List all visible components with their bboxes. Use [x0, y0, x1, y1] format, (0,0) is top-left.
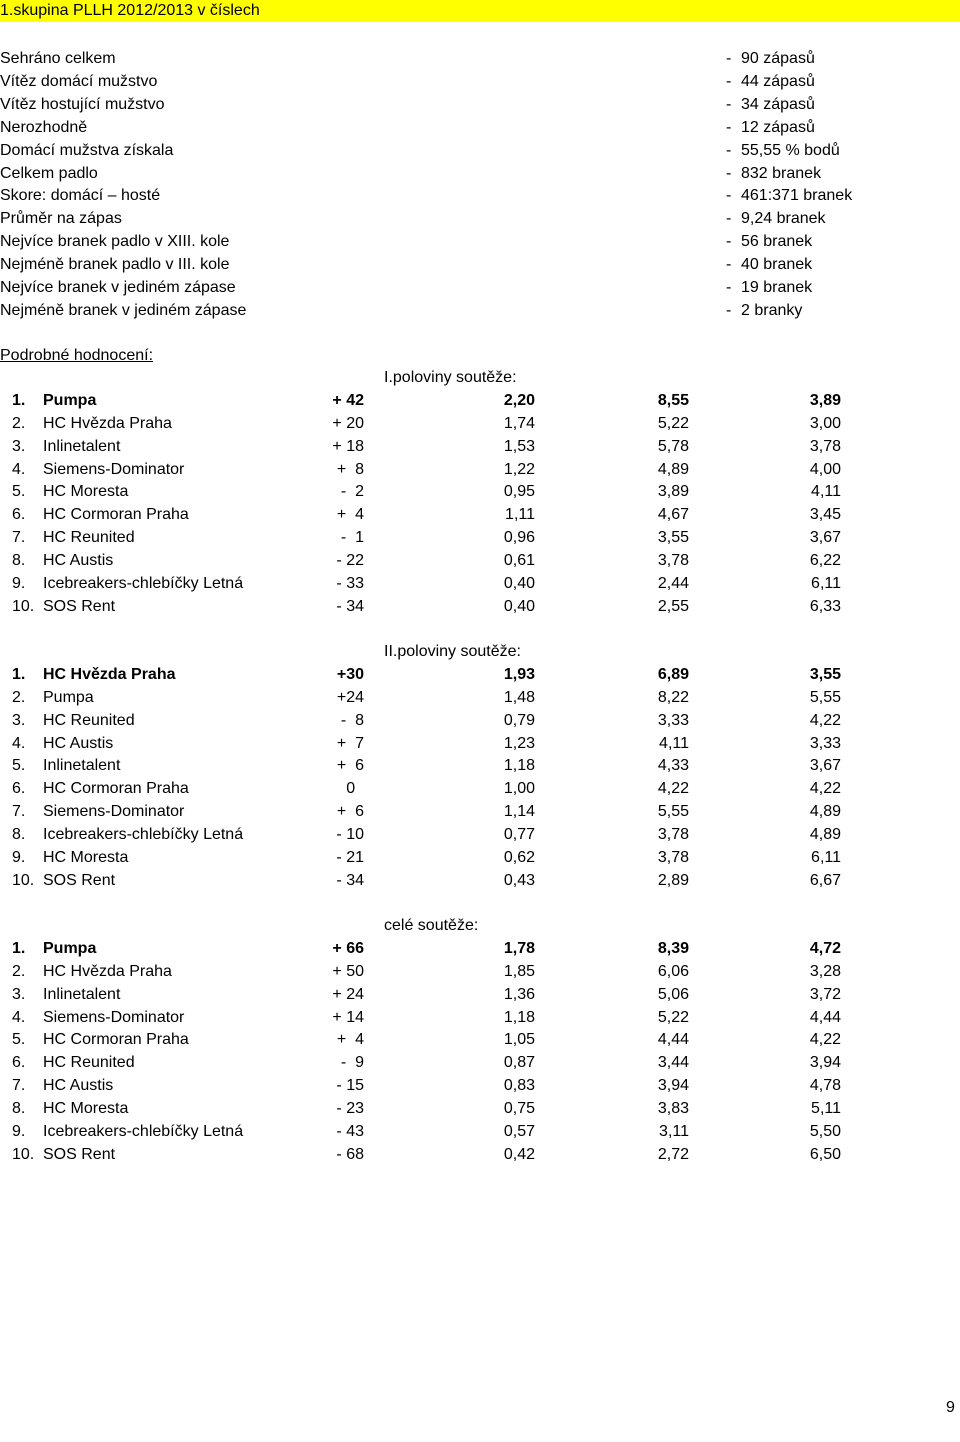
goal-difference-cell: + 14 [332, 1008, 364, 1026]
table-row [0, 937, 960, 960]
goals-for-average-cell: 4,67 [657, 506, 689, 524]
goals-against-average-cell: 3,72 [809, 985, 841, 1003]
summary-label: Vítěz domácí mužstvo [0, 72, 158, 90]
goals-for-average-cell: 2,89 [657, 871, 689, 889]
table-row [0, 709, 960, 732]
table-row [0, 435, 960, 458]
page-title: 1.skupina PLLH 2012/2013 v číslech [0, 0, 960, 22]
summary-row [0, 116, 960, 139]
goal-difference-cell: - 2 [340, 483, 364, 501]
summary-label: Nejvíce branek padlo v XIII. kole [0, 233, 230, 251]
goals-for-average-cell: 3,33 [657, 711, 689, 729]
rank-cell: 1. [12, 666, 26, 683]
rank-cell: 3. [12, 985, 26, 1003]
goals-against-average-cell: 4,89 [809, 803, 841, 821]
summary-label: Celkem padlo [0, 164, 98, 182]
summary-value: 19 branek [741, 279, 813, 296]
team-cell: HC Reunited [43, 529, 135, 547]
goal-difference-cell: + 20 [332, 414, 364, 432]
goal-difference-cell: + 4 [336, 506, 364, 524]
goals-for-average-cell: 3,89 [657, 483, 689, 501]
rank-cell: 10. [12, 597, 35, 615]
points-average-cell: 1,23 [503, 734, 535, 752]
points-average-cell: 1,11 [505, 506, 535, 524]
summary-row [0, 70, 960, 93]
section-title: I.poloviny soutěže: [384, 369, 517, 386]
points-average-cell: 0,43 [503, 871, 535, 889]
rank-cell: 6. [12, 506, 26, 524]
table-row [0, 686, 960, 709]
goals-for-average-cell: 2,55 [657, 597, 689, 615]
goals-against-average-cell: 3,67 [809, 529, 841, 547]
points-average-cell: 0,57 [503, 1122, 535, 1140]
team-cell: Siemens-Dominator [43, 1008, 185, 1026]
summary-value: 9,24 branek [741, 210, 826, 228]
goals-for-average-cell: 3,55 [657, 529, 689, 547]
points-average-cell: 1,36 [503, 985, 535, 1003]
points-average-cell: 1,48 [503, 688, 535, 706]
goals-against-average-cell: 3,94 [809, 1054, 841, 1072]
goal-difference-cell: - 1 [340, 529, 364, 547]
table-row [0, 983, 960, 1006]
team-cell: Icebreakers-chlebíčky Letná [43, 825, 244, 843]
goals-for-average-cell: 8,22 [657, 688, 689, 706]
goal-difference-cell: + 4 [336, 1031, 364, 1049]
table-row [0, 1006, 960, 1029]
goals-against-average-cell: 5,11 [811, 1099, 841, 1117]
rank-cell: 4. [12, 734, 26, 752]
points-average-cell: 0,62 [503, 848, 535, 866]
goals-for-average-cell: 3,44 [657, 1054, 689, 1072]
table-row [0, 846, 960, 869]
points-average-cell: 0,96 [503, 529, 535, 547]
summary-value: 40 branek [741, 256, 813, 274]
goals-against-average-cell: 4,89 [809, 825, 841, 843]
rank-cell: 8. [12, 825, 26, 843]
goals-for-average-cell: 6,06 [657, 962, 689, 980]
goal-difference-cell: + 50 [332, 962, 364, 980]
team-cell: HC Moresta [43, 483, 129, 501]
goals-for-average-cell: 4,89 [657, 460, 689, 478]
goal-difference-cell: - 15 [336, 1077, 364, 1095]
goals-against-average-cell: 5,55 [809, 688, 841, 706]
rank-cell: 8. [12, 551, 26, 569]
table-row [0, 732, 960, 755]
points-average-cell: 0,95 [503, 483, 535, 501]
points-average-cell: 0,61 [503, 551, 535, 569]
table-row [0, 960, 960, 983]
summary-row [0, 93, 960, 116]
summary-value: 461:371 branek [741, 187, 853, 205]
points-average-cell: 1,74 [503, 414, 535, 432]
summary-row [0, 230, 960, 253]
summary-label: Domácí mužstva získala [0, 141, 174, 159]
rank-cell: 4. [12, 1008, 26, 1026]
goals-against-average-cell: 6,11 [811, 848, 841, 866]
team-cell: HC Cormoran Praha [43, 506, 189, 524]
goals-for-average-cell: 3,78 [657, 825, 689, 843]
goals-against-average-cell: 4,22 [809, 780, 841, 798]
section-title: II.poloviny soutěže: [384, 643, 521, 660]
team-cell: Icebreakers-chlebíčky Letná [43, 1122, 244, 1140]
summary-dash: - [726, 301, 732, 319]
team-cell: HC Austis [43, 551, 114, 569]
summary-value: 44 zápasů [741, 72, 815, 90]
rank-cell: 6. [12, 780, 26, 798]
goals-for-average-cell: 4,11 [659, 734, 689, 752]
summary-dash: - [726, 210, 732, 228]
goal-difference-cell: + 42 [332, 392, 364, 409]
summary-row [0, 184, 960, 207]
goals-against-average-cell: 4,22 [809, 1031, 841, 1049]
goals-for-average-cell: 6,89 [657, 666, 689, 683]
summary-label: Nejméně branek padlo v III. kole [0, 256, 230, 274]
page-number: 9 [946, 1399, 955, 1416]
summary-dash: - [726, 279, 732, 296]
rank-cell: 9. [12, 574, 26, 592]
goals-against-average-cell: 3,55 [809, 666, 841, 683]
team-cell: SOS Rent [43, 871, 116, 889]
goals-against-average-cell: 3,89 [809, 392, 841, 409]
rank-cell: 7. [12, 1077, 26, 1095]
goal-difference-cell: +24 [336, 688, 364, 706]
goals-against-average-cell: 4,72 [809, 940, 841, 957]
goal-difference-cell: - 33 [336, 574, 364, 592]
points-average-cell: 1,53 [503, 437, 535, 455]
team-cell: HC Hvězda Praha [43, 962, 172, 980]
team-cell: Siemens-Dominator [43, 803, 185, 821]
table-row [0, 389, 960, 412]
goals-for-average-cell: 8,55 [657, 392, 689, 409]
summary-value: 12 zápasů [741, 118, 815, 136]
points-average-cell: 1,14 [503, 803, 535, 821]
summary-label: Sehráno celkem [0, 50, 116, 67]
goal-difference-cell: + 6 [336, 803, 364, 821]
goal-difference-cell: + 6 [336, 757, 364, 775]
goal-difference-cell: - 43 [336, 1122, 364, 1140]
summary-value: 832 branek [741, 164, 822, 182]
team-cell: Pumpa [43, 688, 94, 706]
points-average-cell: 1,05 [503, 1031, 535, 1049]
rank-cell: 10. [12, 1145, 35, 1163]
goals-for-average-cell: 3,78 [657, 848, 689, 866]
table-row [0, 526, 960, 549]
goal-difference-cell: + 7 [336, 734, 364, 752]
team-cell: SOS Rent [43, 597, 116, 615]
table-row [0, 480, 960, 503]
summary-dash: - [726, 72, 732, 90]
rank-cell: 7. [12, 529, 26, 547]
goals-against-average-cell: 4,00 [809, 460, 841, 478]
summary-value: 56 branek [741, 233, 813, 251]
summary-dash: - [726, 256, 732, 274]
rank-cell: 5. [12, 483, 26, 501]
summary-dash: - [726, 187, 732, 205]
rank-cell: 4. [12, 460, 26, 478]
points-average-cell: 0,42 [503, 1145, 535, 1163]
points-average-cell: 0,40 [503, 597, 535, 615]
team-cell: Icebreakers-chlebíčky Letná [43, 574, 244, 592]
points-average-cell: 1,18 [503, 757, 535, 775]
points-average-cell: 0,83 [503, 1077, 535, 1095]
rank-cell: 3. [12, 711, 26, 729]
table-row [0, 503, 960, 526]
goals-against-average-cell: 3,78 [809, 437, 841, 455]
rank-cell: 3. [12, 437, 26, 455]
summary-label: Nejvíce branek v jediném zápase [0, 279, 236, 296]
points-average-cell: 0,87 [503, 1054, 535, 1072]
goals-for-average-cell: 3,94 [657, 1077, 689, 1095]
team-cell: Siemens-Dominator [43, 460, 185, 478]
table-row [0, 595, 960, 618]
goal-difference-cell: + 66 [332, 940, 364, 957]
summary-label: Nejméně branek v jediném zápase [0, 301, 247, 319]
goal-difference-cell: - 21 [336, 848, 364, 866]
goal-difference-cell: - 34 [336, 871, 364, 889]
goals-against-average-cell: 3,28 [809, 962, 841, 980]
team-cell: Pumpa [43, 392, 97, 409]
team-cell: HC Moresta [43, 1099, 129, 1117]
goal-difference-cell: + 24 [332, 985, 364, 1003]
rank-cell: 5. [12, 1031, 26, 1049]
goals-for-average-cell: 8,39 [657, 940, 689, 957]
team-cell: Inlinetalent [43, 437, 121, 455]
goal-difference-cell: - 8 [340, 711, 364, 729]
rank-cell: 7. [12, 803, 26, 821]
goal-difference-cell: - 68 [336, 1145, 364, 1163]
summary-label: Nerozhodně [0, 118, 88, 136]
rank-cell: 2. [12, 688, 26, 706]
rank-cell: 10. [12, 871, 35, 889]
goal-difference-cell: - 10 [336, 825, 364, 843]
table-row [0, 458, 960, 481]
goals-for-average-cell: 4,22 [657, 780, 689, 798]
detail-heading: Podrobné hodnocení: [0, 347, 154, 364]
points-average-cell: 1,22 [503, 460, 535, 478]
table-row [0, 1143, 960, 1166]
table-row [0, 549, 960, 572]
summary-dash: - [726, 50, 732, 67]
rank-cell: 2. [12, 414, 26, 432]
goals-against-average-cell: 3,33 [809, 734, 841, 752]
summary-row [0, 47, 960, 70]
team-cell: Inlinetalent [43, 757, 121, 775]
goals-for-average-cell: 3,11 [659, 1122, 689, 1140]
points-average-cell: 1,00 [503, 780, 535, 798]
rank-cell: 8. [12, 1099, 26, 1117]
team-cell: HC Cormoran Praha [43, 1031, 189, 1049]
table-row [0, 823, 960, 846]
points-average-cell: 1,85 [503, 962, 535, 980]
goals-for-average-cell: 2,44 [657, 574, 689, 592]
goals-against-average-cell: 4,11 [811, 483, 841, 501]
goals-against-average-cell: 6,50 [809, 1145, 841, 1163]
team-cell: HC Moresta [43, 848, 129, 866]
team-cell: Inlinetalent [43, 985, 121, 1003]
summary-dash: - [726, 118, 732, 136]
goals-against-average-cell: 4,78 [809, 1077, 841, 1095]
points-average-cell: 1,78 [503, 940, 535, 957]
summary-row [0, 162, 960, 185]
summary-row [0, 253, 960, 276]
goal-difference-cell: + 18 [332, 437, 364, 455]
table-row [0, 1097, 960, 1120]
table-row [0, 572, 960, 595]
goals-for-average-cell: 4,44 [657, 1031, 689, 1049]
goals-against-average-cell: 3,45 [809, 506, 841, 524]
summary-dash: - [726, 95, 732, 113]
goals-against-average-cell: 5,50 [809, 1122, 841, 1140]
summary-dash: - [726, 233, 732, 251]
goals-against-average-cell: 6,22 [809, 551, 841, 569]
summary-dash: - [726, 164, 732, 182]
summary-value: 2 branky [741, 301, 803, 319]
goals-for-average-cell: 4,33 [657, 757, 689, 775]
table-row [0, 800, 960, 823]
table-row [0, 663, 960, 686]
summary-label: Skore: domácí – hosté [0, 187, 161, 205]
table-row [0, 1120, 960, 1143]
summary-label: Vítěz hostující mužstvo [0, 95, 165, 113]
team-cell: HC Hvězda Praha [43, 666, 176, 683]
rank-cell: 1. [12, 940, 26, 957]
goals-against-average-cell: 4,44 [809, 1008, 841, 1026]
goals-for-average-cell: 5,55 [657, 803, 689, 821]
section-title: celé soutěže: [384, 917, 479, 934]
points-average-cell: 1,93 [503, 666, 535, 683]
points-average-cell: 2,20 [503, 392, 535, 409]
team-cell: HC Hvězda Praha [43, 414, 172, 432]
team-cell: HC Austis [43, 1077, 114, 1095]
summary-row [0, 276, 960, 299]
table-row [0, 412, 960, 435]
team-cell: HC Austis [43, 734, 114, 752]
table-row [0, 1051, 960, 1074]
summary-value: 34 zápasů [741, 95, 815, 113]
goals-for-average-cell: 3,78 [657, 551, 689, 569]
goals-against-average-cell: 6,33 [809, 597, 841, 615]
goal-difference-cell: - 9 [340, 1054, 364, 1072]
rank-cell: 2. [12, 962, 26, 980]
goal-difference-cell: - 22 [336, 551, 364, 569]
goals-against-average-cell: 4,22 [809, 711, 841, 729]
goals-against-average-cell: 6,11 [811, 574, 841, 592]
points-average-cell: 0,79 [503, 711, 535, 729]
goal-difference-cell: - 34 [336, 597, 364, 615]
table-row [0, 1028, 960, 1051]
goal-difference-cell: 0 [346, 780, 364, 798]
team-cell: Pumpa [43, 940, 97, 957]
points-average-cell: 0,77 [503, 825, 535, 843]
summary-row [0, 207, 960, 230]
points-average-cell: 0,40 [503, 574, 535, 592]
summary-value: 90 zápasů [741, 50, 815, 67]
goals-against-average-cell: 3,67 [809, 757, 841, 775]
summary-row [0, 299, 960, 322]
goals-against-average-cell: 3,00 [809, 414, 841, 432]
summary-row [0, 139, 960, 162]
rank-cell: 9. [12, 1122, 26, 1140]
summary-dash: - [726, 141, 732, 159]
rank-cell: 6. [12, 1054, 26, 1072]
points-average-cell: 1,18 [503, 1008, 535, 1026]
goal-difference-cell: +30 [336, 666, 364, 683]
rank-cell: 9. [12, 848, 26, 866]
table-row [0, 754, 960, 777]
team-cell: SOS Rent [43, 1145, 116, 1163]
team-cell: HC Reunited [43, 711, 135, 729]
goals-for-average-cell: 5,78 [657, 437, 689, 455]
summary-label: Průměr na zápas [0, 210, 122, 228]
table-row [0, 777, 960, 800]
goals-for-average-cell: 2,72 [657, 1145, 689, 1163]
team-cell: HC Reunited [43, 1054, 135, 1072]
summary-value: 55,55 % bodů [741, 141, 840, 159]
rank-cell: 5. [12, 757, 26, 775]
goals-for-average-cell: 5,22 [657, 414, 689, 432]
goals-for-average-cell: 5,06 [657, 985, 689, 1003]
rank-cell: 1. [12, 392, 26, 409]
goal-difference-cell: + 8 [336, 460, 364, 478]
points-average-cell: 0,75 [503, 1099, 535, 1117]
goal-difference-cell: - 23 [336, 1099, 364, 1117]
table-row [0, 869, 960, 892]
goals-against-average-cell: 6,67 [809, 871, 841, 889]
table-row [0, 1074, 960, 1097]
goals-for-average-cell: 3,83 [657, 1099, 689, 1117]
team-cell: HC Cormoran Praha [43, 780, 189, 798]
goals-for-average-cell: 5,22 [657, 1008, 689, 1026]
